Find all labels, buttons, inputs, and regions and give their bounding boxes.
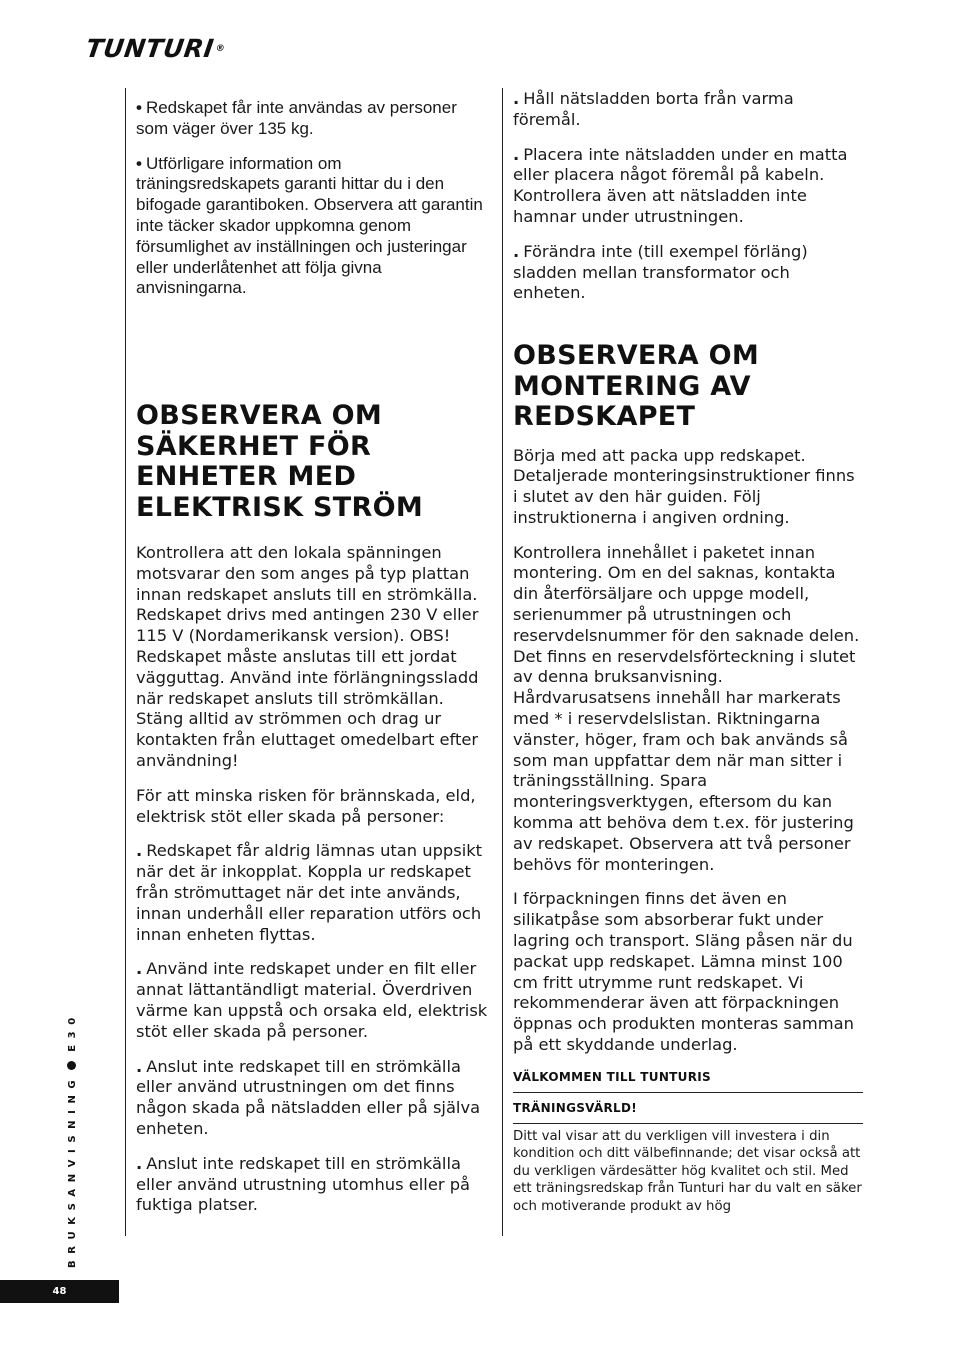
left-intro — [136, 98, 488, 313]
intro-bullet: • Utförligare information om träningsredskapets garanti hittar du i den bifogade garantiboken. Observera att garantin inte täcker skador uppkomna genom försumlighet av inställningen och justeringar eller underlåtenhet att följa givna anvisningarna. — [136, 153, 483, 298]
section-heading-electric-safety: OBSERVERA OM SÄKERHET FÖR ENHETER MED ELEKTRISK STRÖM — [136, 400, 424, 523]
safety-bullet: . Redskapet får aldrig lämnas utan uppsikt när det är inkopplat. Koppla ur redskapet från strömuttaget när det inte används, innan underhåll eller reparation utförs och innan enheten flyttas. — [136, 841, 483, 944]
safety-bullet: . Använd inte redskapet under en filt eller annat lättantändligt material. Överdriven värme kan uppstå och orsaka eld, elektrisk stöt eller skada på personer. — [136, 959, 488, 1041]
welcome-heading-line1: VÄLKOMMEN TILL TUNTURIS — [513, 1069, 711, 1084]
page-number: 48 — [0, 1280, 119, 1303]
welcome-text: Ditt val visar att du verkligen vill investera i din kondition och ditt välbefinnande; det visar också att du verkligen värdesätter hög kvalitet och stil. Med ett träningsredskap från Tunturi har du valt en säker och motiverande produkt av hög — [513, 1128, 862, 1214]
assembly-section — [513, 341, 863, 1215]
bullet-dot-icon — [67, 1061, 76, 1070]
column-divider-middle — [502, 88, 503, 1236]
section-heading-assembly: OBSERVERA OM MONTERING AV REDSKAPET — [513, 340, 760, 432]
electric-safety-section — [136, 401, 488, 1230]
paragraph: Börja med att packa upp redskapet. Detaljerade monteringsinstruktioner finns i slutet av den här guiden. Följ instruktionerna i angiven ordning. — [513, 445, 855, 527]
cord-bullet: . Placera inte nätsladden under en matta eller placera något föremål på kabeln. Kontrollera även att nätsladden inte hamnar under utrustningen. — [513, 144, 848, 226]
paragraph: Kontrollera innehållet i paketet innan montering. Om en del saknas, kontakta din återförsäljare och uppge modell, serienummer på utrustningen och reservdelsnummer för den saknade delen. Det finns en reservdelsförteckning i slutet av denna bruksanvisning. Hårdvarusatsens innehåll har markerats med * i reservdelslistan. Riktningarna vänster, höger, fram och bak används så som man uppfattar dem när man sitter i träningsställning. Spara monteringsverktygen, eftersom du kan komma att behöva dem t.ex. för justering av redskapet. Observera att två personer behövs för monteringen. — [513, 542, 860, 874]
safety-bullet: . Anslut inte redskapet till en strömkälla eller använd utrustningen om det finns någon skada på nätsladden eller på själva enheten. — [136, 1056, 481, 1138]
divider — [513, 1123, 863, 1124]
side-label: BRUKSANVISNINGE30 — [67, 1011, 78, 1268]
cord-bullet: . Förändra inte (till exempel förläng) sladden mellan transformator och enheten. — [513, 241, 808, 303]
paragraph: I förpackningen finns det även en silikatpåse som absorberar fukt under lagring och transport. Släng påsen när du packat upp redskapet. Lämna minst 100 cm fritt utrymme runt redskapet. Vi rekommenderar även att förpackningen öppnas och produkten monteras samman på ett skyddande underlag. — [513, 889, 854, 1055]
right-bullets — [513, 89, 863, 318]
paragraph: För att minska risken för brännskada, eld, elektrisk stöt eller skada på personer: — [136, 785, 476, 826]
column-divider-left — [125, 88, 126, 1236]
cord-bullet: . Håll nätsladden borta från varma föremål. — [513, 89, 794, 129]
welcome-heading-line2: TRÄNINGSVÄRLD! — [513, 1100, 638, 1115]
intro-bullet: • Redskapet får inte användas av personer som väger över 135 kg. — [136, 98, 457, 138]
paragraph: Kontrollera att den lokala spänningen motsvarar den som anges på typ plattan innan redskapet ansluts till en strömkälla. Redskapet drivs med antingen 230 V eller 115 V (Nordamerikansk version). OBS! Redskapet måste anslutas till ett jordat vägguttag. Använd inte förlängningssladd när redskapet ansluts till strömkällan. Stäng alltid av strömmen och drag ur kontakten från eluttaget omedelbart efter användning! — [136, 543, 479, 770]
tunturi-logo: TUNTURI® — [84, 34, 226, 63]
safety-bullet: . Anslut inte redskapet till en strömkälla eller använd utrustning utomhus eller på fuktiga platser. — [136, 1153, 471, 1215]
